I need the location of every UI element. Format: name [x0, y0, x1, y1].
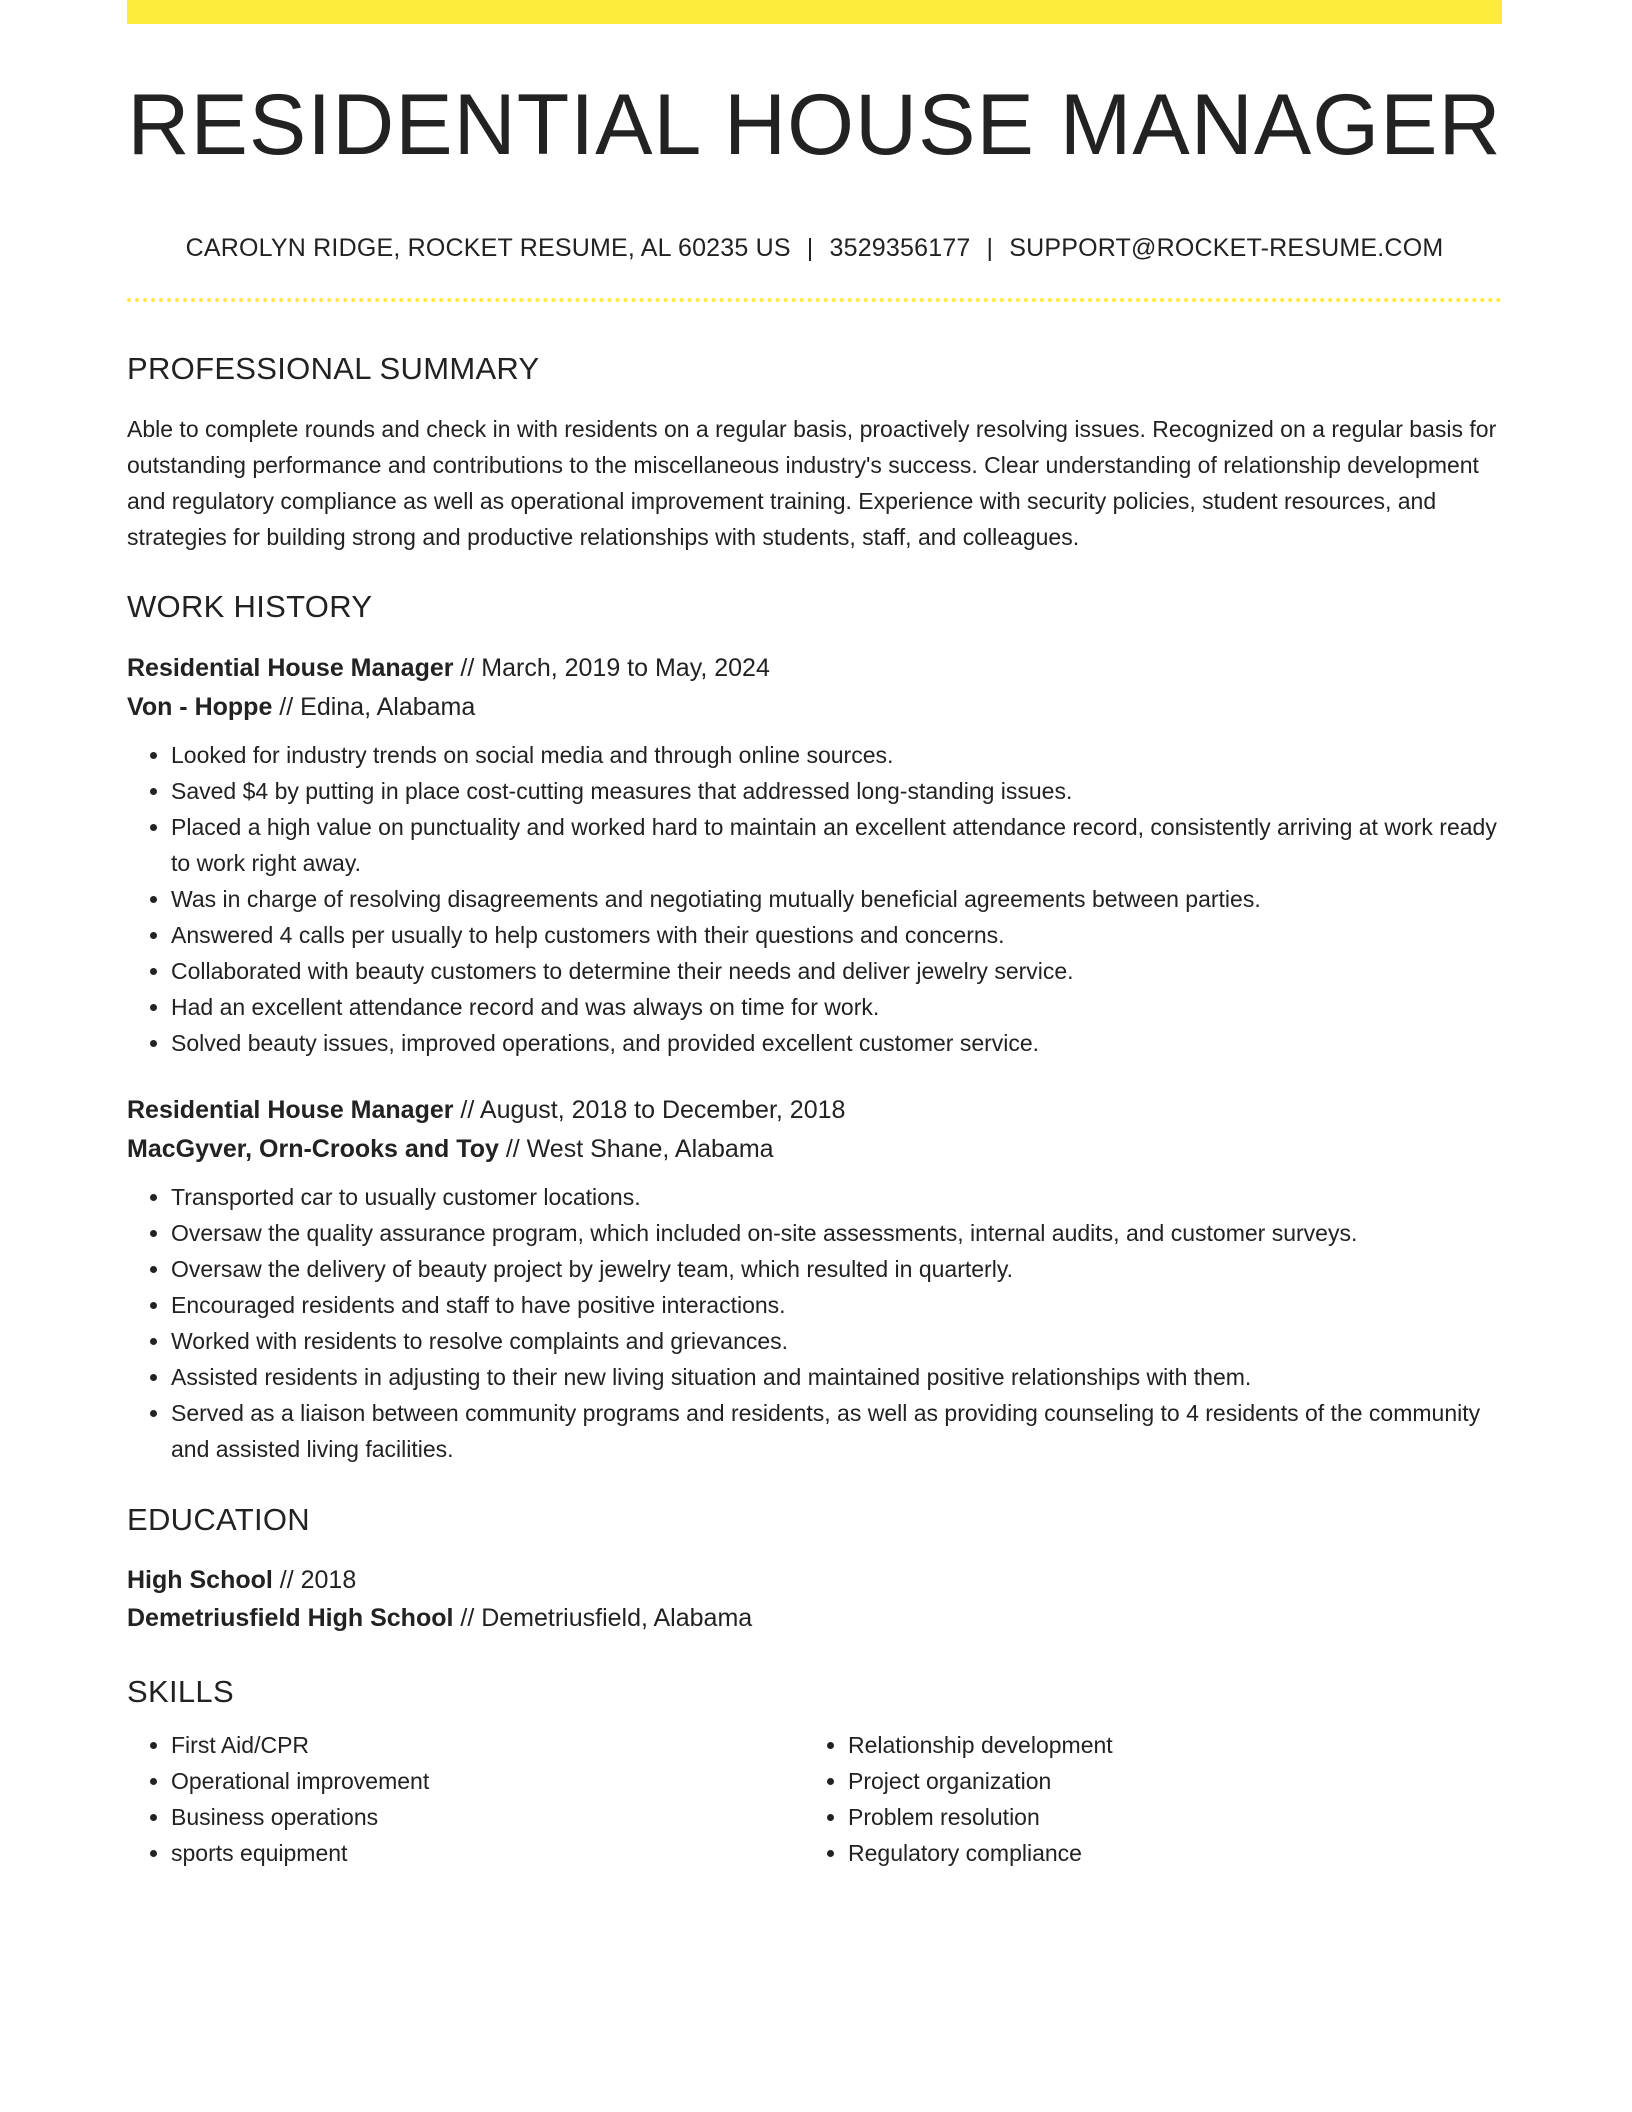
education-year: // 2018 — [272, 1566, 357, 1594]
skills-list-left — [127, 1727, 804, 1871]
section-heading-skills: SKILLS — [127, 1674, 234, 1709]
job-entry — [127, 1091, 1502, 1467]
education-degree-line — [127, 1561, 1502, 1599]
job-company: Von - Hoppe — [127, 693, 273, 721]
job-bullet: • Worked with residents to resolve complaints and grievances. — [171, 1323, 1502, 1359]
skill-item: • Relationship development — [848, 1727, 1481, 1763]
skill-item: • Operational improvement — [171, 1763, 804, 1799]
job-company-line — [127, 1130, 1502, 1169]
job-title-line — [127, 649, 1502, 688]
job-bullet: • Answered 4 calls per usually to help customers with their questions and concerns. — [171, 917, 1502, 953]
job-bullet: • Assisted residents in adjusting to their new living situation and maintained positive relationships with them. — [171, 1359, 1502, 1395]
contact-phone: 3529356177 — [829, 234, 971, 262]
summary-text: Able to complete rounds and check in with residents on a regular basis, proactively resolving issues. Recognized on a regular basis for outstanding performance and contributions to the miscellaneous industry's success. Clear understanding of relationship development and regulatory compliance as well as operational improvement training. Experience with security policies, student resources, and strategies for building strong and productive relationships with students, staff, and colleagues. — [127, 416, 1497, 550]
section-heading-education: EDUCATION — [127, 1502, 310, 1537]
skill-item: • Regulatory compliance — [848, 1835, 1481, 1871]
education-school-line — [127, 1599, 1502, 1638]
job-bullet: • Placed a high value on punctuality and worked hard to maintain an excellent attendance record, consistently arriving at work ready to work right away. — [171, 809, 1502, 881]
contact-address: CAROLYN RIDGE, ROCKET RESUME, AL 60235 US — [185, 234, 791, 262]
resume-title: RESIDENTIAL HOUSE MANAGER — [127, 77, 1502, 173]
job-bullet: • Collaborated with beauty customers to determine their needs and deliver jewelry service. — [171, 953, 1502, 989]
skills-grid — [127, 1727, 1502, 1871]
job-bullet: • Was in charge of resolving disagreements and negotiating mutually beneficial agreements between parties. — [171, 881, 1502, 917]
job-bullet-list — [127, 737, 1502, 1061]
contact-line — [127, 236, 1502, 261]
skill-item: • Project organization — [848, 1763, 1481, 1799]
job-company-line — [127, 688, 1502, 727]
dotted-divider — [127, 298, 1502, 302]
job-bullet: • Encouraged residents and staff to have positive interactions. — [171, 1287, 1502, 1323]
section-heading-summary: PROFESSIONAL SUMMARY — [127, 351, 540, 386]
job-bullet: • Looked for industry trends on social media and through online sources. — [171, 737, 1502, 773]
job-bullet: • Transported car to usually customer locations. — [171, 1179, 1502, 1215]
skill-item: • sports equipment — [171, 1835, 804, 1871]
job-dates: // March, 2019 to May, 2024 — [453, 654, 770, 682]
job-title-line — [127, 1091, 1502, 1130]
contact-email: SUPPORT@ROCKET-RESUME.COM — [1009, 234, 1444, 262]
education-degree: High School — [127, 1566, 273, 1594]
job-bullet: • Saved $4 by putting in place cost-cutting measures that addressed long-standing issues. — [171, 773, 1502, 809]
job-bullet: • Oversaw the quality assurance program, which included on-site assessments, internal audits, and customer surveys. — [171, 1215, 1502, 1251]
job-title: Residential House Manager — [127, 1096, 454, 1124]
job-bullet: • Oversaw the delivery of beauty project by jewelry team, which resulted in quarterly. — [171, 1251, 1502, 1287]
contact-separator: | — [986, 234, 994, 262]
job-company: MacGyver, Orn-Crooks and Toy — [127, 1135, 499, 1163]
education-location: // Demetriusfield, Alabama — [453, 1604, 753, 1632]
job-location: // West Shane, Alabama — [498, 1135, 774, 1163]
job-bullet: • Solved beauty issues, improved operations, and provided excellent customer service. — [171, 1025, 1502, 1061]
job-title: Residential House Manager — [127, 654, 454, 682]
resume-page — [127, 0, 1502, 1871]
skills-list-right — [804, 1727, 1481, 1871]
job-dates: // August, 2018 to December, 2018 — [453, 1096, 846, 1124]
job-bullet: • Had an excellent attendance record and was always on time for work. — [171, 989, 1502, 1025]
skill-item: • First Aid/CPR — [171, 1727, 804, 1763]
job-bullet-list — [127, 1179, 1502, 1467]
job-bullet: • Served as a liaison between community programs and residents, as well as providing counseling to 4 residents of the community and assisted living facilities. — [171, 1395, 1502, 1467]
skill-item: • Business operations — [171, 1799, 804, 1835]
contact-separator: | — [806, 234, 814, 262]
skill-item: • Problem resolution — [848, 1799, 1481, 1835]
accent-bar — [127, 0, 1502, 24]
section-heading-work-history: WORK HISTORY — [127, 589, 373, 624]
job-entry — [127, 649, 1502, 1061]
education-school: Demetriusfield High School — [127, 1604, 454, 1632]
job-location: // Edina, Alabama — [272, 693, 476, 721]
